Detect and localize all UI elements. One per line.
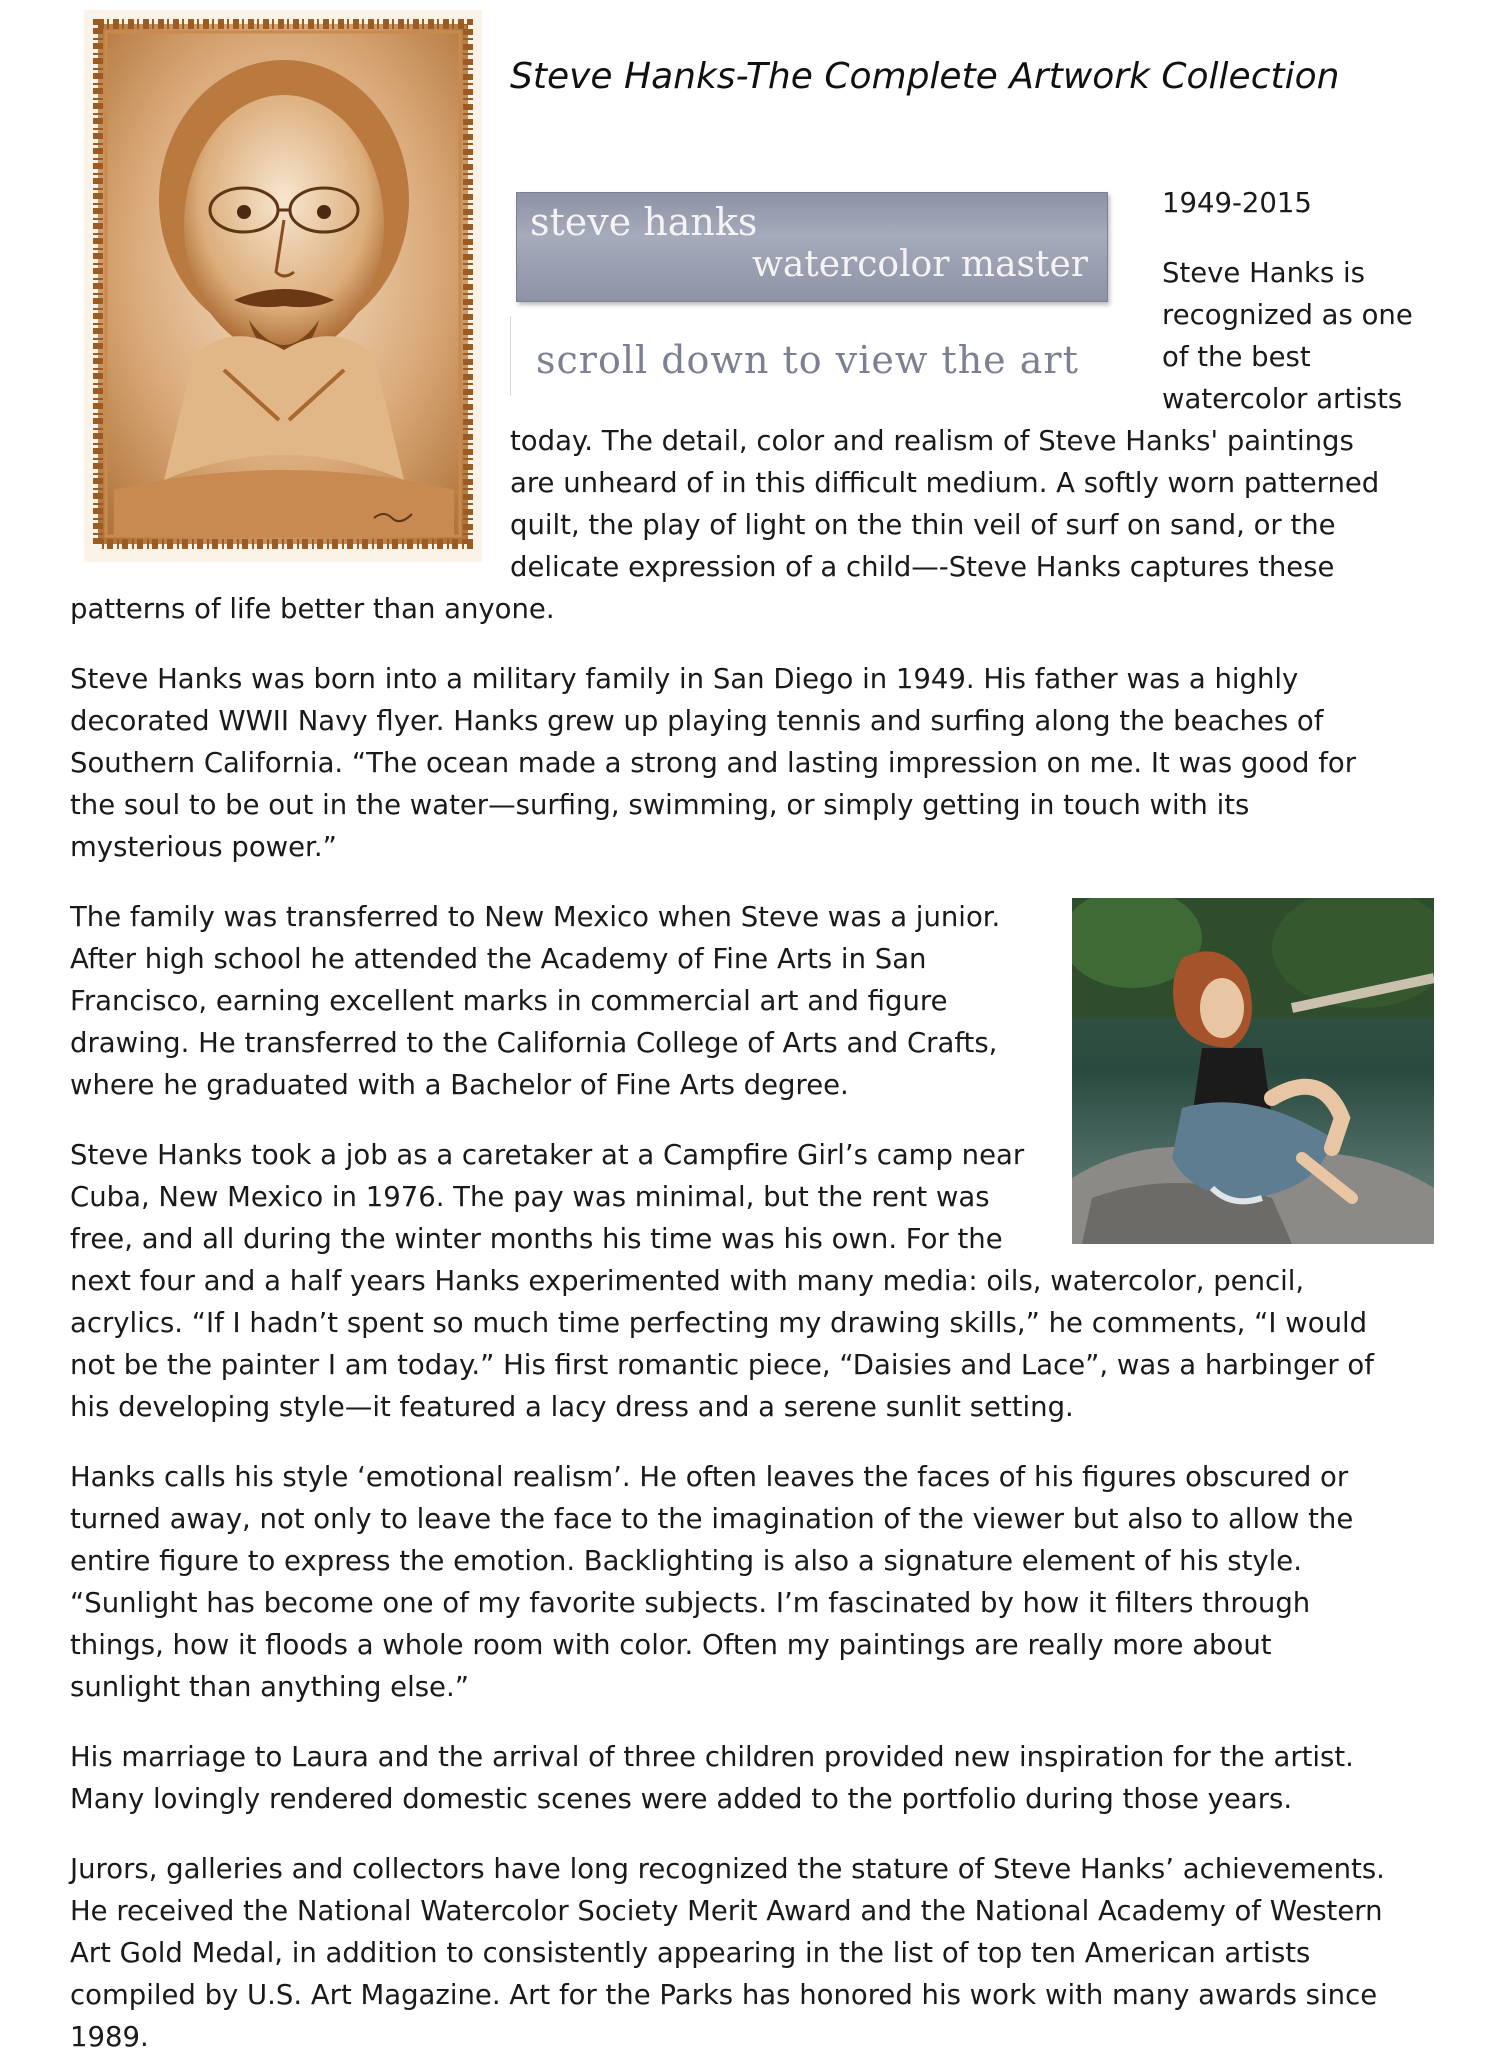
artist-portrait [84,10,482,562]
scroll-hint: scroll down to view the art [536,338,1079,382]
paragraph-line: “Sunlight has become one of my favorite subjects. I’m fascinated by how it filters through [70,1587,1311,1619]
paragraph-line: turned away, not only to leave the face to the imagination of the viewer but also to allow the [70,1503,1354,1535]
intro-line: of the best [1162,341,1311,373]
hero-banner [508,188,1114,398]
paragraph-line: things, how it floods a whole room with color. Often my paintings are really more about [70,1629,1272,1661]
paragraph-line: After high school he attended the Academy of Fine Arts in San [70,943,927,975]
paragraph-line: sunlight than anything else.” [70,1671,469,1703]
painting-image [1072,898,1434,1244]
paragraph-line: next four and a half years Hanks experimented with many media: oils, watercolor, pencil, [70,1265,1305,1297]
paragraph-line: Francisco, earning excellent marks in commercial art and figure [70,985,948,1017]
paragraph-line: decorated WWII Navy flyer. Hanks grew up playing tennis and surfing along the beaches of [70,705,1324,737]
paragraph-line: Jurors, galleries and collectors have long recognized the stature of Steve Hanks’ achievements. [70,1853,1385,1885]
paragraph-line: Hanks calls his style ‘emotional realism’. He often leaves the faces of his figures obscured or [70,1461,1349,1493]
paragraph-line: Steve Hanks took a job as a caretaker at a Campfire Girl’s camp near [70,1139,1025,1171]
portrait-photo-icon [84,10,482,562]
paragraph-line: the soul to be out in the water—surfing, swimming, or simply getting in touch with its [70,789,1250,821]
paragraph-line: The family was transferred to New Mexico when Steve was a junior. [70,901,1001,933]
paragraph-line: He received the National Watercolor Society Merit Award and the National Academy of Western [70,1895,1383,1927]
banner-subtitle: watercolor master [752,244,1088,285]
page-title: Steve Hanks-The Complete Artwork Collection [510,56,1340,97]
paragraph-line: Art Gold Medal, in addition to consistently appearing in the list of top ten American artists [70,1937,1311,1969]
banner-name: steve hanks [530,200,758,244]
paragraph-line: compiled by U.S. Art Magazine. Art for the Parks has honored his work with many awards since [70,1979,1378,2011]
paragraph-line: mysterious power.” [70,831,337,863]
banner-divider [510,316,511,396]
intro-line: watercolor artists [1162,383,1403,415]
paragraph-line: his developing style—it featured a lacy dress and a serene sunlit setting. [70,1391,1074,1423]
intro-line: patterns of life better than anyone. [70,593,555,625]
paragraph-line: Cuba, New Mexico in 1976. The pay was minimal, but the rent was [70,1181,990,1213]
paragraph-line: Southern California. “The ocean made a strong and lasting impression on me. It was good for [70,747,1357,779]
paragraph-line: where he graduated with a Bachelor of Fine Arts degree. [70,1069,849,1101]
intro-line: delicate expression of a child—-Steve Hanks captures these [510,551,1335,583]
paragraph-line: not be the painter I am today.” His first romantic piece, “Daisies and Lace”, was a harbinger of [70,1349,1374,1381]
paragraph-line: free, and all during the winter months his time was his own. For the [70,1223,1003,1255]
paragraph-line: entire figure to express the emotion. Backlighting is also a signature element of his style. [70,1545,1302,1577]
painting-woman-by-water-icon [1072,898,1434,1244]
intro-line: are unheard of in this difficult medium. A softly worn patterned [510,467,1380,499]
paragraph-line: Steve Hanks was born into a military family in San Diego in 1949. His father was a highly [70,663,1299,695]
paragraph-line: Many lovingly rendered domestic scenes were added to the portfolio during those years. [70,1783,1293,1815]
intro-line: today. The detail, color and realism of Steve Hanks' paintings [510,425,1354,457]
paragraph-line: drawing. He transferred to the California College of Arts and Crafts, [70,1027,998,1059]
life-years: 1949-2015 [1162,187,1312,219]
paragraph-line: 1989. [70,2021,149,2053]
paragraph-line: acrylics. “If I hadn’t spent so much time perfecting my drawing skills,” he comments, “I would [70,1307,1368,1339]
intro-line: recognized as one [1162,299,1413,331]
intro-line: quilt, the play of light on the thin veil of surf on sand, or the [510,509,1336,541]
intro-line: Steve Hanks is [1162,257,1366,289]
paragraph-line: His marriage to Laura and the arrival of three children provided new inspiration for the artist. [70,1741,1354,1773]
